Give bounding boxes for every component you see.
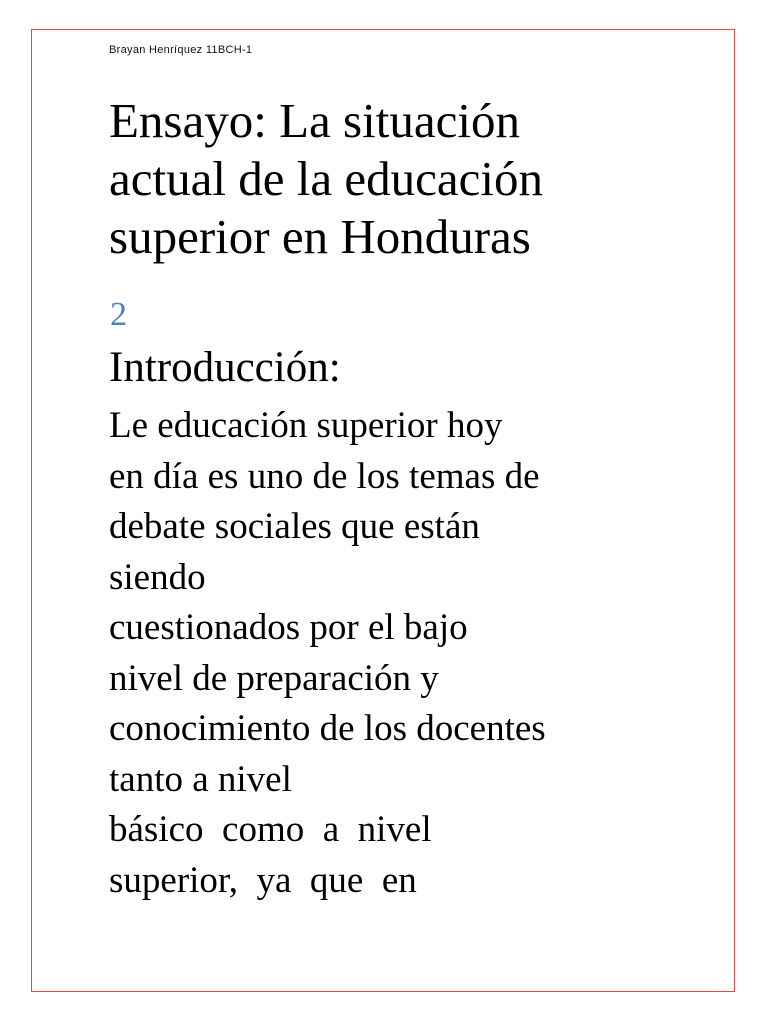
body-line: superior, ya que en [109, 859, 417, 901]
body-line: debate sociales que están [109, 506, 480, 547]
body-line: tanto a nivel [109, 758, 292, 800]
body-line: siendo [109, 556, 206, 598]
page-number: 2 [110, 296, 127, 333]
section-heading: Introducción: [109, 344, 341, 391]
title-line: Ensayo: La situación [109, 93, 520, 148]
body-line: cuestionados por el bajo [109, 607, 468, 648]
author-header: Brayan Henríquez 11BCH-1 [109, 44, 253, 56]
document-title [109, 92, 709, 266]
title-line: superior en Honduras [109, 209, 531, 264]
body-line: básico como a nivel [109, 809, 432, 850]
title-line: actual de la educación [109, 151, 543, 206]
body-line: en día es uno de los temas de [109, 455, 540, 497]
body-line: nivel de preparación y [109, 657, 439, 699]
body-line: conocimiento de los docentes [109, 708, 546, 749]
body-line: Le educación superior hoy [109, 405, 503, 446]
body-paragraph [109, 401, 709, 906]
